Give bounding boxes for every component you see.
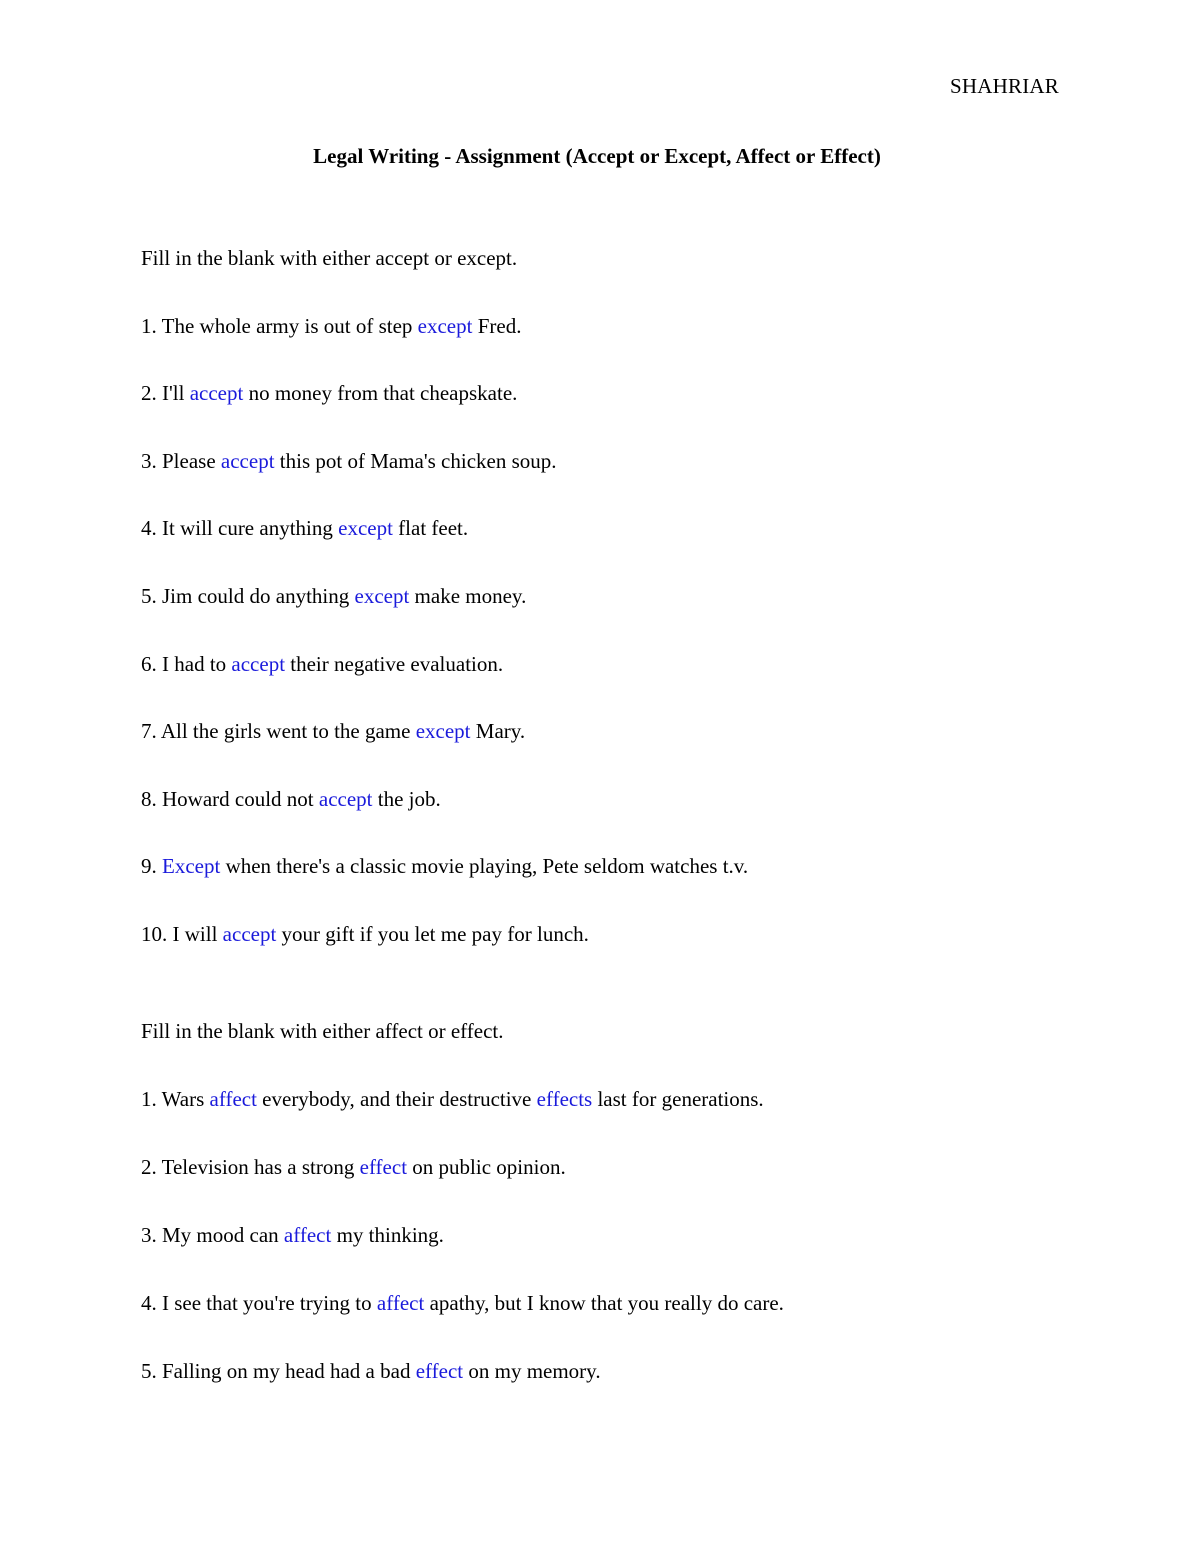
item-number: 8. <box>141 786 157 811</box>
item-number: 3. <box>141 448 157 473</box>
affect-effect-section <box>141 1016 1081 1386</box>
answer-word: accept <box>318 786 373 811</box>
item-text-after: Mary. <box>475 719 526 744</box>
item-text-before: Howard could not <box>162 786 314 811</box>
answer-word-second: effects <box>536 1087 593 1111</box>
answer-word: except <box>417 313 473 338</box>
item-text-before: I see that you're trying to <box>162 1291 372 1315</box>
item-text-before: It will cure anything <box>162 516 333 541</box>
answer-word: affect <box>376 1291 425 1315</box>
item-text-before: Falling on my head had a bad <box>162 1359 411 1383</box>
answer-word: accept <box>231 651 286 676</box>
exercise-item <box>141 851 1081 881</box>
document-title: Legal Writing - Assignment (Accept or Except, Affect or Effect) <box>313 144 881 168</box>
item-text-after: this pot of Mama's chicken soup. <box>279 448 557 473</box>
item-text-after: apathy, but I know that you really do care. <box>429 1291 784 1315</box>
exercise-list <box>141 311 1081 949</box>
answer-word: except <box>415 719 471 744</box>
item-text-after: when there's a classic movie playing, Pete seldom watches t.v. <box>225 854 749 879</box>
item-text-after: the job. <box>377 786 441 811</box>
item-text-after: their negative evaluation. <box>290 651 504 676</box>
answer-word: effect <box>359 1155 408 1179</box>
section-instruction: Fill in the blank with either affect or effect. <box>141 1019 504 1043</box>
item-number: 4. <box>141 516 157 541</box>
item-text-after: Fred. <box>477 313 522 338</box>
exercise-list <box>141 1084 1081 1386</box>
section-instruction: Fill in the blank with either accept or except. <box>141 246 518 270</box>
answer-word: accept <box>189 381 244 406</box>
answer-word: effect <box>415 1359 464 1383</box>
answer-word: except <box>338 516 393 541</box>
exercise-item <box>141 581 1081 611</box>
item-number: 5. <box>141 1359 157 1383</box>
item-text-before: My mood can <box>162 1223 279 1247</box>
exercise-item <box>141 378 1081 408</box>
exercise-item <box>141 919 1081 949</box>
item-text-before: Jim could do anything <box>162 583 350 608</box>
item-text-before: I will <box>172 921 218 946</box>
item-text-before: Wars <box>161 1087 205 1111</box>
item-text-after: your gift if you let me pay for lunch. <box>281 921 589 946</box>
item-text-after: flat feet. <box>398 516 469 541</box>
exercise-item <box>141 1152 1081 1182</box>
item-number: 1. <box>141 313 157 338</box>
item-number: 9. <box>141 854 157 879</box>
item-text-before: The whole army is out of step <box>161 313 413 338</box>
item-text-after: on public opinion. <box>412 1155 566 1179</box>
item-text-after: last for generations. <box>597 1087 764 1111</box>
item-number: 6. <box>141 651 157 676</box>
answer-word: affect <box>209 1087 257 1111</box>
author-name: SHAHRIAR <box>950 74 1059 98</box>
exercise-item <box>141 311 1081 341</box>
exercise-item <box>141 784 1081 814</box>
item-number: 3. <box>141 1223 157 1247</box>
exercise-item <box>141 649 1081 679</box>
item-text-before: Please <box>162 448 216 473</box>
answer-word: Except <box>162 854 221 879</box>
exercise-item <box>141 1220 1081 1250</box>
item-number: 7. <box>141 719 157 744</box>
exercise-item <box>141 446 1081 476</box>
answer-word: except <box>354 583 410 608</box>
answer-word: affect <box>283 1223 332 1247</box>
exercise-item <box>141 1356 1081 1386</box>
item-number: 10. <box>141 921 168 946</box>
item-text-before: I had to <box>162 651 227 676</box>
item-text-after: my thinking. <box>336 1223 444 1247</box>
accept-except-section <box>141 243 1081 949</box>
answer-word: accept <box>220 448 275 473</box>
item-number: 2. <box>141 1155 157 1179</box>
answer-word: accept <box>222 921 277 946</box>
item-text-before: I'll <box>162 381 185 406</box>
exercise-item <box>141 1084 1081 1114</box>
exercise-item <box>141 716 1081 746</box>
item-number: 2. <box>141 381 157 406</box>
item-text-middle: everybody, and their destructive <box>262 1087 532 1111</box>
item-number: 5. <box>141 583 157 608</box>
item-number: 1. <box>141 1087 157 1111</box>
item-text-after: no money from that cheapskate. <box>248 381 518 406</box>
exercise-item <box>141 513 1081 543</box>
item-text-before: Television has a strong <box>161 1155 355 1179</box>
exercise-item <box>141 1288 1081 1318</box>
item-text-after: on my memory. <box>468 1359 601 1383</box>
item-text-before: All the girls went to the game <box>160 719 411 744</box>
item-number: 4. <box>141 1291 157 1315</box>
item-text-after: make money. <box>414 583 527 608</box>
